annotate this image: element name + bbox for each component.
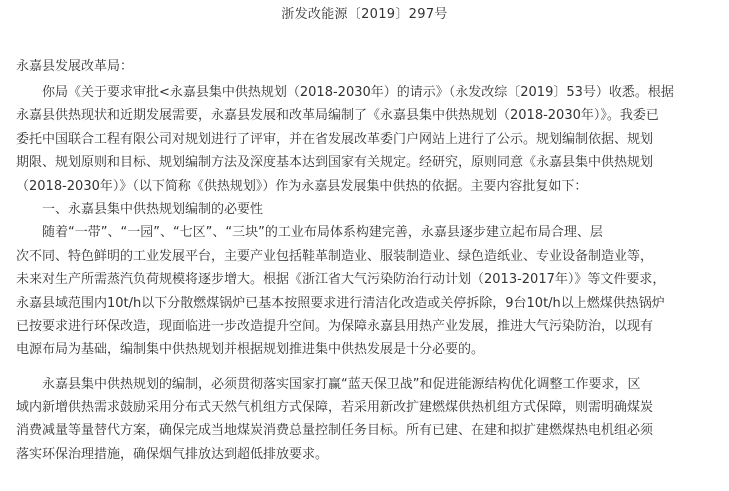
addressee: 永嘉县发展改革局： [16,59,134,74]
text-line: 未来对生产所需蒸汽负荷规模将逐步增大。根据《浙江省大气污染防治行动计划（2013-2017年）》等文件要求， [16,272,666,288]
text-line: 永嘉县集中供热规划的编制，必须贯彻落实国家打赢“蓝天保卫战”和促进能源结构优化调整工作要求，区 [16,376,641,392]
text-line: 域内新增供热需求鼓励采用分布式天然气机组方式保障，若采用新改扩建燃煤供热机组方式保障，则需明确煤炭 [16,400,654,416]
text-line: 落实环保治理措施，确保烟气排放达到超低排放要求。 [16,446,329,462]
text-line: 消费减量等量替代方案，确保完成当地煤炭消费总量控制任务目标。所有已建、在建和拟扩建燃煤热电机组必须 [16,423,654,439]
paragraph-necessity [16,221,722,361]
text-line: 随着“一带”、“一园”、“七区”、“三块”的工业布局体系构建完善，永嘉县逐步建立起布局合理、层 [16,225,603,241]
text-line: 委托中国联合工程有限公司对规划进行了评审，并在省发展改革委门户网站上进行了公示。规划编制依据、规划 [16,131,654,147]
text-line: 电源布局为基础，编制集中供热规划并根据规划推进集中供热发展是十分必要的。 [16,342,485,358]
document-body [16,81,722,466]
text-line: 次不同、特色鲜明的工业发展平台，主要产业包括鞋革制造业、服装制造业、绿色造纸业、专业设备制造业等， [16,248,654,264]
text-line: 永嘉县供热现状和近期发展需要，永嘉县发展和改革局编制了《永嘉县集中供热规划（2018-2030年）》。我委已 [16,108,659,124]
text-line: 期限、规划原则和目标、规划编制方法及深度基本达到国家有关规定。经研究，原则同意《永嘉县集中供热规划 [16,155,654,171]
text-line: 永嘉县域范围内10t/h以下分散燃煤锅炉已基本按照要求进行清洁化改造或关停拆除，9台10t/h以上燃煤供热锅炉 [16,295,665,311]
text-line: 已按要求进行环保改造，现面临进一步改造提升空间。为保障永嘉县用热产业发展，推进大气污染防治，以现有 [16,318,654,334]
section-heading: 一、永嘉县集中供热规划编制的必要性 [16,201,264,217]
document-number: 浙发改能源〔2019〕297号 [281,7,448,22]
text-line: （2018-2030年）》（以下简称《供热规划》）作为永嘉县发展集中供热的依据。主要内容批复如下： [16,178,588,194]
paragraph-request-reply [16,81,722,198]
paragraph-requirements [16,373,722,467]
paragraph-gap [16,362,722,373]
text-line: 你局《关于要求审批<永嘉县集中供热规划（2018-2030年）的请示》（永发改综〔2019〕53号）收悉。根据 [16,85,674,100]
